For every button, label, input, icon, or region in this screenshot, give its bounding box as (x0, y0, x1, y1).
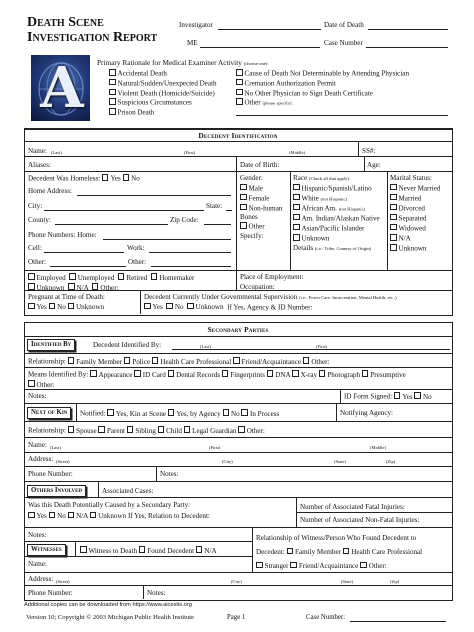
footer-case-number-label: Case Number: (306, 614, 346, 621)
checkbox (293, 194, 300, 201)
marital-group (390, 174, 440, 254)
relationship-option[interactable]: Parent (98, 427, 125, 435)
caused-group (28, 500, 210, 522)
witness-zip-hint: (Zip) (390, 579, 400, 584)
witness-relationship-group: Relationship of Witness/Person Who Found Decedent to Decedent: Family Member Health Care Professional Stranger Friend/Acquaintance Other: (256, 531, 422, 573)
aliases-label: Aliases: (28, 161, 51, 169)
custody-option[interactable]: Yes (144, 303, 163, 311)
age-label: Age: (367, 161, 381, 169)
marital-option[interactable]: Unknown (390, 244, 440, 254)
checkbox[interactable] (109, 98, 116, 105)
rationale-option[interactable]: Accidental Death (109, 69, 217, 79)
injuries-group (300, 501, 419, 527)
dob-label: Date of Birth: (240, 161, 280, 169)
checkbox[interactable] (236, 69, 243, 76)
identified-by-label: Identified By (27, 339, 75, 351)
county-label: County: (28, 216, 51, 224)
checkbox (390, 184, 397, 191)
witness-address-label: Address: (28, 575, 54, 583)
checkbox (293, 224, 300, 231)
marital-option[interactable]: Separated (390, 214, 440, 224)
id-form-option[interactable]: Yes (394, 393, 413, 401)
witness-rel-option[interactable]: Family Member (287, 548, 341, 556)
witness-city-hint: (City) (231, 579, 242, 584)
checkbox[interactable] (236, 79, 243, 86)
custody-option[interactable]: Unknown (187, 303, 223, 311)
relationship-option[interactable]: Police (124, 358, 150, 366)
name-first-hint: (First) (184, 150, 196, 155)
checkbox (293, 214, 300, 221)
race-label: Race (Check all that apply): (293, 174, 351, 182)
download-note: Additional copies can be downloaded from https://www.aicestis.org (24, 602, 192, 608)
fatal-injuries-label: Number of Associated Fatal Injuries: (300, 503, 405, 511)
county-field[interactable] (55, 224, 168, 225)
home-address-field[interactable] (77, 195, 231, 196)
custody-tail: If Yes, Agency & ID Number: (227, 303, 313, 311)
means-option[interactable]: Appearance (90, 371, 132, 379)
caused-option[interactable]: Yes (28, 512, 47, 520)
zip-label: Zip Code: (170, 216, 199, 224)
kin-notes-label: Notes: (160, 470, 179, 478)
checkbox (240, 194, 247, 201)
gender-option[interactable]: Non-human Bones (240, 204, 283, 222)
id-last-hint: (Last) (200, 344, 211, 349)
pregnant-group (28, 293, 105, 313)
rationale-option[interactable]: Cremation Authorization Permit (236, 79, 409, 89)
race-option[interactable]: Hispanic/Spanish/Latino (293, 184, 380, 194)
case-number-field[interactable] (366, 47, 448, 48)
rationale-right-options (236, 69, 409, 108)
nonfatal-injuries-label: Number of Associated Non-Fatal Injuries: (300, 516, 420, 524)
race-option[interactable]: White (not Hispanic) (293, 194, 380, 204)
rationale-option[interactable]: Prison Death (109, 108, 217, 118)
kin-middle-hint: (Middle) (370, 445, 386, 450)
race-option[interactable]: Am. Indian/Alaskan Native (293, 214, 380, 224)
race-option[interactable]: Unknown (293, 234, 380, 244)
cell-field[interactable] (44, 252, 124, 253)
home-address-label: Home Address: (28, 187, 72, 195)
witness-street-hint: (Street) (56, 579, 70, 584)
kin-zip-hint: (Zip) (386, 459, 396, 464)
id-first-hint: (First) (316, 344, 328, 349)
checkbox[interactable] (109, 69, 116, 76)
work-label: Work: (127, 244, 145, 252)
kin-street-hint: (Street) (56, 459, 70, 464)
means-row: Means Identified By: Appearance ID Card Dental Records Fingerprints DNA X-ray Photograph Presumptive Other: (28, 370, 406, 389)
id-form-signed-row: ID Form Signed: Yes No (344, 392, 432, 401)
others-involved-label: Others Involved (27, 485, 86, 497)
means-option[interactable]: Fingerprints (222, 371, 265, 379)
marital-label: Marital Status: (390, 174, 432, 182)
race-details: Details (i.e.: Tribe, Country of Origin) (293, 244, 372, 253)
custody-label: Decedent Currently Under Governmental Supervision (i.e.: Foster Care, Incarceration, Mental Health, etc.,) (144, 293, 397, 301)
notified-option[interactable]: Yes, by Agency (168, 410, 221, 418)
kin-first-hint: (First) (209, 445, 221, 450)
notified-option[interactable]: No (223, 410, 240, 418)
footer-case-number-field[interactable] (350, 621, 446, 622)
pregnant-option[interactable]: Unknown (68, 303, 104, 311)
cell-label: Cell: (28, 244, 42, 252)
investigator-field[interactable] (218, 29, 321, 30)
rationale-title (97, 59, 269, 68)
checkbox (293, 234, 300, 241)
decedent-section-title: Decedent Identification (198, 131, 278, 140)
organization-logo (31, 55, 90, 121)
gender-group (240, 174, 286, 241)
rationale-title-note: (choose one): (243, 61, 269, 66)
caused-option[interactable]: Unknown (90, 512, 126, 520)
me-label: ME (187, 39, 198, 47)
relationship-option[interactable]: Sibling (127, 427, 156, 435)
page-number: Page 1 (227, 614, 246, 621)
checkbox (240, 222, 247, 229)
gender-option[interactable]: Female (240, 194, 286, 204)
checkbox[interactable] (109, 108, 116, 115)
zip-field[interactable] (204, 224, 231, 225)
marital-option[interactable]: Widowed (390, 224, 440, 234)
employment-option[interactable]: Unemployed (69, 274, 114, 282)
witness-relationship-label: Relationship of Witness/Person Who Found Decedent to (256, 534, 417, 542)
rationale-option[interactable]: No Other Physician to Sign Death Certificate (236, 89, 409, 99)
gender-option[interactable]: Male (240, 184, 286, 194)
form-title (27, 15, 157, 45)
witness-rel-option[interactable]: Health Care Professional (343, 548, 422, 556)
notifying-agency-label: Notifying Agency: (340, 409, 393, 417)
gender-label: Gender: (240, 174, 263, 182)
employment-option[interactable]: N/A (68, 284, 88, 292)
next-of-kin-label: Next of Kin (27, 407, 71, 419)
gender-option[interactable]: Other Specify: (240, 222, 265, 240)
phone-home-field[interactable] (103, 239, 231, 240)
means-option[interactable]: Other: (28, 381, 55, 389)
checkbox (390, 204, 397, 211)
witness-option[interactable]: Witness to Death (80, 547, 137, 555)
witness-state-hint: (State) (341, 579, 353, 584)
rationale-option[interactable]: Other (please specify): (236, 98, 409, 108)
relationship-option[interactable]: Other: (303, 358, 330, 366)
race-option[interactable]: Asian/Pacific Islander (293, 224, 380, 234)
checkbox (390, 234, 397, 241)
witness-rel-option[interactable]: Other: (360, 562, 387, 570)
city-field[interactable] (44, 210, 204, 211)
checkbox (390, 224, 397, 231)
decedent-identified-by-label: Decedent Identified By: (93, 341, 162, 349)
state-field[interactable] (226, 210, 232, 211)
city-label: City: (28, 202, 43, 210)
witnesses-label: Witnesses (27, 544, 66, 556)
title-line-1: Death Scene (27, 15, 104, 30)
phone-home-label: Phone Numbers: Home: (28, 231, 97, 239)
notes-label-1: Notes: (28, 392, 47, 400)
rationale-option[interactable]: Natural/Sudden/Unexpected Death (109, 79, 217, 89)
checkbox[interactable] (109, 79, 116, 86)
version-note: Version 10; Copyright © 2003 Michigan Public Health Institute (26, 614, 195, 621)
marital-option[interactable]: Never Married (390, 184, 440, 194)
rationale-option[interactable]: Suspicious Circumstances (109, 98, 217, 108)
witness-name-label: Name: (28, 560, 47, 568)
witness-rel-option[interactable]: Friend/Acquaintance (290, 562, 358, 570)
name-middle-hint: (Middle) (289, 150, 305, 155)
witness-option[interactable]: Found Decedent (139, 547, 194, 555)
other-phone-field[interactable] (50, 266, 126, 267)
checkbox[interactable] (102, 174, 109, 181)
checkbox (390, 244, 397, 251)
relationship-option[interactable]: Family Member (68, 358, 122, 366)
relationship-option[interactable]: Health Care Professional (152, 358, 231, 366)
kin-name-label: Name: (28, 441, 47, 449)
means-option[interactable]: Presumptive (362, 371, 406, 379)
occupation-label: Occupation: (240, 282, 275, 291)
name-last-hint: (Last) (51, 150, 62, 155)
relationship-option[interactable]: Legal Guardian (184, 427, 237, 435)
employment-option[interactable]: Retired (118, 274, 147, 282)
checkbox (293, 204, 300, 211)
means-option[interactable]: DNA (267, 371, 290, 379)
rationale-title-text: Primary Rationale for Medical Examiner Activity (97, 58, 242, 67)
checkbox[interactable] (123, 174, 130, 181)
witness-notes-label: Notes: (28, 531, 47, 539)
means-option[interactable]: ID Card (134, 371, 166, 379)
witness-option[interactable]: N/A (196, 547, 217, 555)
checkbox[interactable] (236, 89, 243, 96)
logo-letter: A (40, 55, 84, 121)
rationale-left-options (109, 69, 217, 118)
kin-address-label: Address: (28, 455, 54, 463)
rationale-option[interactable]: Cause of Death Not Determinable by Attending Physician (236, 69, 409, 79)
race-group (293, 174, 380, 254)
witness-rel-option[interactable]: Stranger (256, 562, 289, 570)
other-phone-label-2: Other: (128, 258, 147, 266)
employment-option[interactable]: Homemaker (151, 274, 195, 282)
checkbox (293, 184, 300, 191)
relationship-row-1: Relationship: Family Member Police Health Care Professional Friend/Acquaintance Other: (28, 357, 330, 366)
work-field[interactable] (149, 252, 231, 253)
kin-phone-label: Phone Number: (28, 470, 73, 478)
id-form-option[interactable]: No (414, 393, 431, 401)
kin-state-hint: (State) (334, 459, 346, 464)
associated-cases-label: Associated Cases: (102, 487, 154, 495)
caused-option[interactable]: No (49, 512, 66, 520)
investigator-label: Investigator (179, 21, 213, 29)
employment-option[interactable]: Other: (92, 284, 119, 292)
witness-phone-label: Phone Number: (28, 589, 73, 597)
secondary-section-title: Secondary Parties (207, 325, 269, 334)
custody-group (144, 293, 397, 313)
marital-option[interactable]: Married (390, 194, 440, 204)
caused-tail: If Yes, Relation to Decedent: (127, 512, 210, 520)
rationale-other-field[interactable] (236, 115, 448, 116)
kin-city-hint: (City) (222, 459, 233, 464)
caused-label: Was this Death Potentially Caused by a Secondary Party: (28, 501, 191, 509)
notified-option[interactable]: In Process (241, 410, 279, 418)
notified-option[interactable]: Yes, Kin at Scene (107, 410, 166, 418)
checkbox (240, 184, 247, 191)
case-number-label: Case Number (324, 39, 363, 47)
marital-option[interactable]: N/A (390, 234, 440, 244)
decedent-name-field[interactable] (28, 143, 358, 155)
pregnant-option[interactable]: Yes (28, 303, 47, 311)
means-option[interactable]: Dental Records (168, 371, 220, 379)
relationship-option[interactable]: Other: (238, 427, 265, 435)
place-employment-label: Place of Employment: (240, 273, 304, 281)
date-of-death-label: Date of Death (324, 21, 364, 29)
pregnant-option[interactable]: No (49, 303, 66, 311)
other-phone-label: Other: (28, 258, 47, 266)
date-of-death-field[interactable] (368, 29, 448, 30)
identified-by-field[interactable] (172, 349, 450, 350)
relationship-option[interactable]: Spouse (68, 427, 97, 435)
kin-last-hint: (Last) (50, 445, 61, 450)
employment-option[interactable]: Unknown (28, 284, 64, 292)
notified-row: Notified: Yes, Kin at Scene Yes, by Agency No In Process (80, 409, 280, 418)
pregnant-label: Pregnant at Time of Death: (28, 293, 105, 301)
checkbox[interactable] (109, 89, 116, 96)
rationale-option[interactable]: Violent Death (Homicide/Suicide) (109, 89, 217, 99)
means-option[interactable]: Photograph (319, 371, 360, 379)
means-option[interactable]: X-ray (292, 371, 317, 379)
employment-option[interactable]: Employed (28, 274, 66, 282)
name-label: Name: (28, 147, 47, 155)
relationship-option[interactable]: Child (158, 427, 182, 435)
title-line-2: Investigation Report (27, 30, 158, 45)
checkbox[interactable] (236, 98, 243, 105)
race-option[interactable]: African Am. (not Hispanic) (293, 204, 380, 214)
marital-option[interactable]: Divorced (390, 204, 440, 214)
other-phone-field-2[interactable] (151, 266, 231, 267)
checkbox (240, 204, 247, 211)
ssn-label: SS#: (362, 147, 376, 155)
state-label: State: (206, 202, 223, 210)
homeless-row: Decedent Was Homeless: Yes No (28, 174, 140, 183)
relationship-option[interactable]: Friend/Acquaintance (233, 358, 301, 366)
checkbox (390, 194, 397, 201)
me-field[interactable] (200, 47, 320, 48)
checkbox (390, 214, 397, 221)
relationship-row-2: Relationship: Spouse Parent Sibling Child Legal Guardian Other: (28, 426, 265, 435)
caused-option[interactable]: N/A (68, 512, 88, 520)
witness-notes-label-2: Notes: (147, 589, 166, 597)
custody-option[interactable]: No (166, 303, 183, 311)
witness-options-row (80, 546, 217, 555)
